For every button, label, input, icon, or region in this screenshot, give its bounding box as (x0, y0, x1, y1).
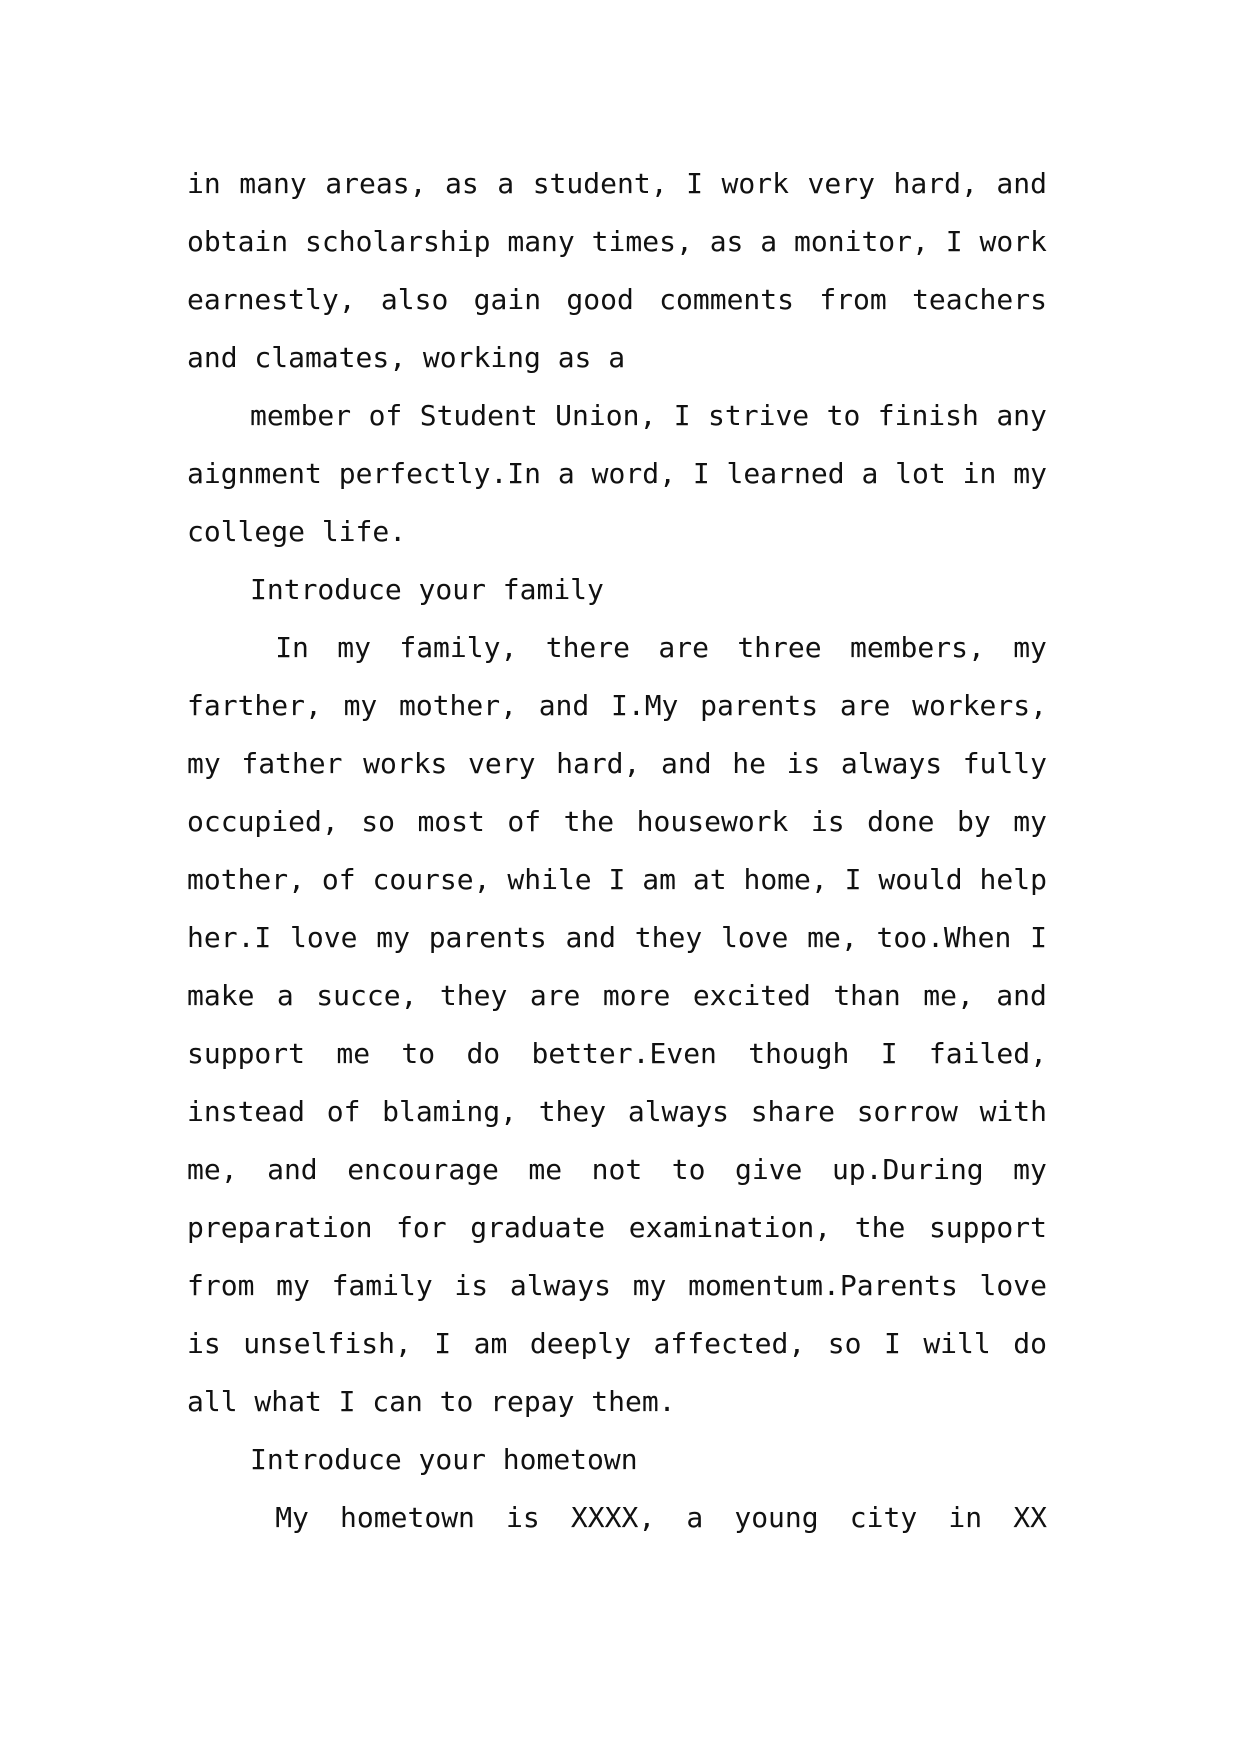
word: and (565, 921, 617, 954)
word: earnestly, (187, 283, 356, 316)
word: also (380, 283, 449, 316)
word: support (928, 1211, 1047, 1244)
word: Introduce (250, 573, 402, 606)
word: do (466, 1037, 501, 1070)
word: with (979, 1095, 1047, 1128)
word: a (497, 167, 515, 200)
text-line (187, 793, 1047, 851)
word: instead (187, 1095, 306, 1128)
word: and (996, 979, 1047, 1012)
word: more (602, 979, 671, 1012)
word: young (734, 1501, 819, 1534)
word: and (996, 167, 1047, 200)
text-line (187, 967, 1047, 1025)
text-line (187, 329, 1047, 387)
word: he (732, 747, 766, 780)
word: student, (532, 167, 668, 200)
word: a (760, 225, 778, 258)
text-line (187, 1489, 1047, 1547)
word: I (673, 399, 691, 432)
word: from (187, 1269, 255, 1302)
word: as (445, 167, 479, 200)
word: do (1013, 1327, 1047, 1360)
word: I (880, 1037, 898, 1070)
word: farther, (187, 689, 322, 722)
word: Student (419, 399, 538, 432)
word: they (439, 979, 508, 1012)
word: will (923, 1327, 991, 1360)
text-line (187, 677, 1047, 735)
word: so (827, 1327, 862, 1360)
text-line (187, 445, 1047, 503)
word: my (376, 921, 410, 954)
word: love (720, 921, 789, 954)
word: workers, (912, 689, 1047, 722)
word: repay (490, 1385, 575, 1418)
word: my (632, 1269, 667, 1302)
word: very (468, 747, 536, 780)
word: college (187, 515, 306, 548)
word: hard, (556, 747, 641, 780)
word: her.I (187, 921, 272, 954)
word: very (807, 167, 875, 200)
word: as (709, 225, 744, 258)
word: I (844, 863, 862, 896)
word: a (608, 341, 626, 374)
word: are (839, 689, 891, 722)
word: I (692, 457, 710, 490)
word: clamates, (254, 341, 407, 374)
word: hometown (340, 1501, 475, 1534)
word: they (538, 1095, 607, 1128)
word: obtain (187, 225, 289, 258)
word: gain (473, 283, 542, 316)
word: preparation (187, 1211, 373, 1244)
word: too.When (876, 921, 1012, 954)
word: finish (877, 399, 979, 432)
word: graduate (470, 1211, 606, 1244)
word: I (686, 167, 703, 200)
word: your (418, 573, 486, 606)
word: and (661, 747, 712, 780)
text-line (187, 1199, 1047, 1257)
word: unselfish, (243, 1327, 412, 1360)
word: am (642, 863, 676, 896)
word: Union, (555, 399, 657, 432)
word: to (826, 399, 861, 432)
word: make (187, 979, 255, 1012)
word: am (473, 1327, 508, 1360)
word: love (290, 921, 358, 954)
word: scholarship (305, 225, 491, 258)
word: housework (636, 805, 789, 838)
word: city (849, 1501, 918, 1534)
word: better.Even (531, 1037, 717, 1070)
word: My (275, 1501, 309, 1534)
text-line (187, 909, 1047, 967)
word: XX (1013, 1501, 1047, 1534)
word: any (996, 399, 1047, 432)
word: and (267, 1153, 318, 1186)
word: mother, (187, 863, 306, 896)
text-line (187, 619, 1047, 677)
word: and (187, 341, 238, 374)
word: while (507, 863, 592, 896)
word: my (276, 1269, 310, 1302)
word: examination, (628, 1211, 832, 1244)
text-line (187, 735, 1047, 793)
word: I (1030, 921, 1047, 954)
word: my (343, 689, 378, 722)
word: in (187, 167, 221, 200)
word: my (1013, 1153, 1047, 1186)
word: hometown (502, 1443, 638, 1476)
word: of (326, 1095, 361, 1128)
word: are (529, 979, 581, 1012)
word: there (545, 631, 631, 664)
word: to (401, 1037, 436, 1070)
word: many (239, 167, 307, 200)
word: would (878, 863, 963, 896)
word: hard, (893, 167, 978, 200)
text-line (187, 851, 1047, 909)
word: support (187, 1037, 306, 1070)
word: parents (428, 921, 547, 954)
word: course, (372, 863, 491, 896)
word: momentum.Parents (688, 1269, 958, 1302)
word: not (591, 1153, 643, 1186)
word: they (634, 921, 703, 954)
text-line (187, 561, 1047, 619)
document-body (187, 155, 1047, 1547)
word: so (361, 805, 395, 838)
word: aignment (187, 457, 322, 490)
word: excited (692, 979, 811, 1012)
word: a (861, 457, 879, 490)
word: up.During (831, 1153, 984, 1186)
word: sorrow (856, 1095, 958, 1128)
text-line (187, 213, 1047, 271)
word: the (563, 805, 615, 838)
word: failed, (928, 1037, 1047, 1070)
word: family, (399, 631, 518, 664)
text-line (187, 503, 1047, 561)
text-line (187, 271, 1047, 329)
word: comments (659, 283, 794, 316)
word: father (241, 747, 343, 780)
word: working (422, 341, 541, 374)
word: is (506, 1501, 540, 1534)
word: what (254, 1385, 322, 1418)
word: your (418, 1443, 486, 1476)
word: parents (700, 689, 819, 722)
word: I (945, 225, 963, 258)
text-line (187, 1315, 1047, 1373)
word: learned (726, 457, 845, 490)
word: all (187, 1385, 238, 1418)
word: works (363, 747, 448, 780)
word: my (1013, 805, 1047, 838)
text-line (187, 1141, 1047, 1199)
word: I (338, 1385, 356, 1418)
word: fully (962, 747, 1047, 780)
word: Introduce (250, 1443, 402, 1476)
word: In (275, 631, 309, 664)
word: me, (807, 921, 858, 954)
word: is (810, 805, 845, 838)
word: occupied, (187, 805, 339, 838)
word: of (321, 863, 356, 896)
word: me (336, 1037, 371, 1070)
word: and (538, 689, 590, 722)
word: my (187, 747, 221, 780)
text-line (187, 1373, 1047, 1431)
word: encourage (347, 1153, 499, 1186)
word: a (686, 1501, 704, 1534)
word: work (979, 225, 1047, 258)
word: for (396, 1211, 447, 1244)
word: affected, (653, 1327, 806, 1360)
word: I (883, 1327, 901, 1360)
word: of (368, 399, 403, 432)
word: from (819, 283, 887, 316)
word: to (671, 1153, 706, 1186)
word: is (786, 747, 821, 780)
word: I (608, 863, 626, 896)
word: I.My (610, 689, 679, 722)
word: me, (923, 979, 974, 1012)
word: always (627, 1095, 729, 1128)
word: in (962, 457, 997, 490)
text-line (187, 1083, 1047, 1141)
word: share (750, 1095, 835, 1128)
word: teachers (912, 283, 1047, 316)
word: is (187, 1327, 221, 1360)
word: the (854, 1211, 906, 1244)
word: my (1013, 457, 1047, 490)
word: always (509, 1269, 611, 1302)
word: in (948, 1501, 983, 1534)
word: a (276, 979, 294, 1012)
word: strive (708, 399, 810, 432)
word: are (658, 631, 709, 664)
word: deeply (529, 1327, 632, 1360)
word: monitor, (794, 225, 929, 258)
word: three (737, 631, 822, 664)
word: members, (849, 631, 985, 664)
word: can (372, 1385, 423, 1418)
word: love (979, 1269, 1047, 1302)
word: succe, (316, 979, 418, 1012)
word: word, (591, 457, 676, 490)
word: them. (591, 1385, 676, 1418)
word: my (337, 631, 371, 664)
word: perfectly.In (338, 457, 542, 490)
word: family (331, 1269, 433, 1302)
word: to (439, 1385, 474, 1418)
word: help (979, 863, 1047, 896)
word: XXXX, (570, 1501, 656, 1534)
text-line (187, 1257, 1047, 1315)
word: lot (895, 457, 946, 490)
word: as (557, 341, 592, 374)
word: of (507, 805, 542, 838)
word: done (867, 805, 935, 838)
word: times, (591, 225, 693, 258)
word: good (566, 283, 634, 316)
word: many (507, 225, 575, 258)
word: always (840, 747, 943, 780)
word: my (1013, 631, 1047, 664)
word: is (454, 1269, 489, 1302)
word: give (734, 1153, 803, 1186)
word: member (250, 399, 352, 432)
word: at (692, 863, 727, 896)
word: family (502, 573, 604, 606)
word: me (528, 1153, 563, 1186)
text-line (187, 1431, 1047, 1489)
word: most (417, 805, 485, 838)
word: life. (321, 515, 407, 548)
word: blaming, (382, 1095, 517, 1128)
text-line (187, 155, 1047, 213)
word: though (748, 1037, 850, 1070)
word: me, (187, 1153, 238, 1186)
word: areas, (325, 167, 427, 200)
text-line (187, 1025, 1047, 1083)
text-line (187, 387, 1047, 445)
word: mother, (398, 689, 517, 722)
word: a (557, 457, 575, 490)
word: I (434, 1327, 452, 1360)
word: by (957, 805, 991, 838)
word: than (833, 979, 901, 1012)
word: home, (743, 863, 828, 896)
word: work (721, 167, 789, 200)
